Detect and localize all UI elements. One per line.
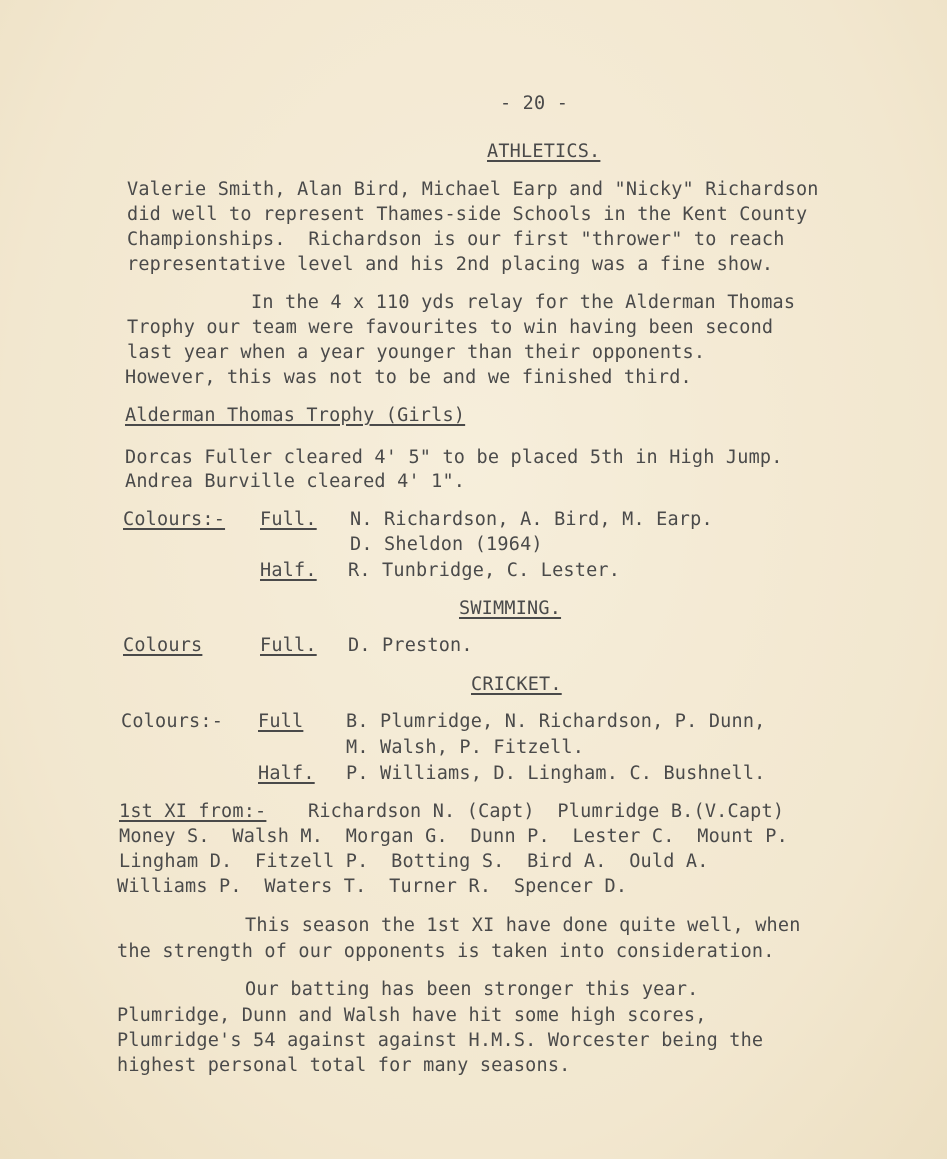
first-xi-line: Money S. Walsh M. Morgan G. Dunn P. Lester C. Mount P. bbox=[119, 826, 788, 847]
cricket-para2-line: Plumridge, Dunn and Walsh have hit some high scores, bbox=[117, 1005, 707, 1026]
athletics-para2-line: However, this was not to be and we finished third. bbox=[125, 367, 692, 388]
first-xi-line: Williams P. Waters T. Turner R. Spencer D. bbox=[117, 876, 628, 897]
athletics-para1-line: representative level and his 2nd placing was a fine show. bbox=[127, 254, 774, 275]
cricket-para1-line: This season the 1st XI have done quite well, when bbox=[245, 915, 801, 936]
athletics-colours-label: Colours:- bbox=[123, 509, 226, 530]
girls-line: Andrea Burville cleared 4' 1". bbox=[125, 471, 466, 492]
swimming-colours-label: Colours bbox=[123, 635, 203, 656]
athletics-para1-line: Championships. Richardson is our first "thrower" to reach bbox=[127, 229, 785, 250]
first-xi-captains: Richardson N. (Capt) Plumridge B.(V.Capt) bbox=[308, 801, 785, 822]
page-number: - 20 - bbox=[500, 93, 569, 114]
cricket-heading: CRICKET. bbox=[471, 674, 562, 695]
swimming-heading: SWIMMING. bbox=[459, 598, 562, 619]
first-xi-line: Lingham D. Fitzell P. Botting S. Bird A. Ould A. bbox=[119, 851, 709, 872]
first-xi-label: 1st XI from:- bbox=[119, 801, 267, 822]
cricket-para2-line: Our batting has been stronger this year. bbox=[245, 979, 699, 1000]
cricket-half-names: P. Williams, D. Lingham. C. Bushnell. bbox=[346, 763, 766, 784]
girls-subheading: Alderman Thomas Trophy (Girls) bbox=[125, 405, 466, 426]
cricket-para1-line: the strength of our opponents is taken into consideration. bbox=[117, 941, 775, 962]
athletics-full-label: Full. bbox=[260, 509, 317, 530]
athletics-full-names: N. Richardson, A. Bird, M. Earp. bbox=[350, 509, 713, 530]
swimming-full-names: D. Preston. bbox=[348, 635, 473, 656]
cricket-para2-line: highest personal total for many seasons. bbox=[117, 1055, 571, 1076]
athletics-para1-line: Valerie Smith, Alan Bird, Michael Earp and "Nicky" Richardson bbox=[127, 179, 819, 200]
athletics-para1-line: did well to represent Thames-side Schools in the Kent County bbox=[127, 204, 808, 225]
athletics-heading: ATHLETICS. bbox=[487, 141, 601, 162]
athletics-para2-line: Trophy our team were favourites to win having been second bbox=[127, 317, 774, 338]
athletics-half-label: Half. bbox=[260, 560, 317, 581]
cricket-para2-line: Plumridge's 54 against against H.M.S. Worcester being the bbox=[117, 1030, 764, 1051]
cricket-full-names: M. Walsh, P. Fitzell. bbox=[346, 737, 585, 758]
athletics-half-names: R. Tunbridge, C. Lester. bbox=[348, 560, 621, 581]
cricket-full-names: B. Plumridge, N. Richardson, P. Dunn, bbox=[346, 711, 766, 732]
cricket-half-label: Half. bbox=[258, 763, 315, 784]
girls-line: Dorcas Fuller cleared 4' 5" to be placed 5th in High Jump. bbox=[125, 447, 783, 468]
cricket-full-label: Full bbox=[258, 711, 304, 732]
swimming-full-label: Full. bbox=[260, 635, 317, 656]
athletics-full-names: D. Sheldon (1964) bbox=[350, 534, 543, 555]
cricket-colours-label: Colours:- bbox=[121, 711, 224, 732]
athletics-para2-line: In the 4 x 110 yds relay for the Alderman Thomas bbox=[251, 292, 796, 313]
athletics-para2-line: last year when a year younger than their opponents. bbox=[127, 342, 706, 363]
